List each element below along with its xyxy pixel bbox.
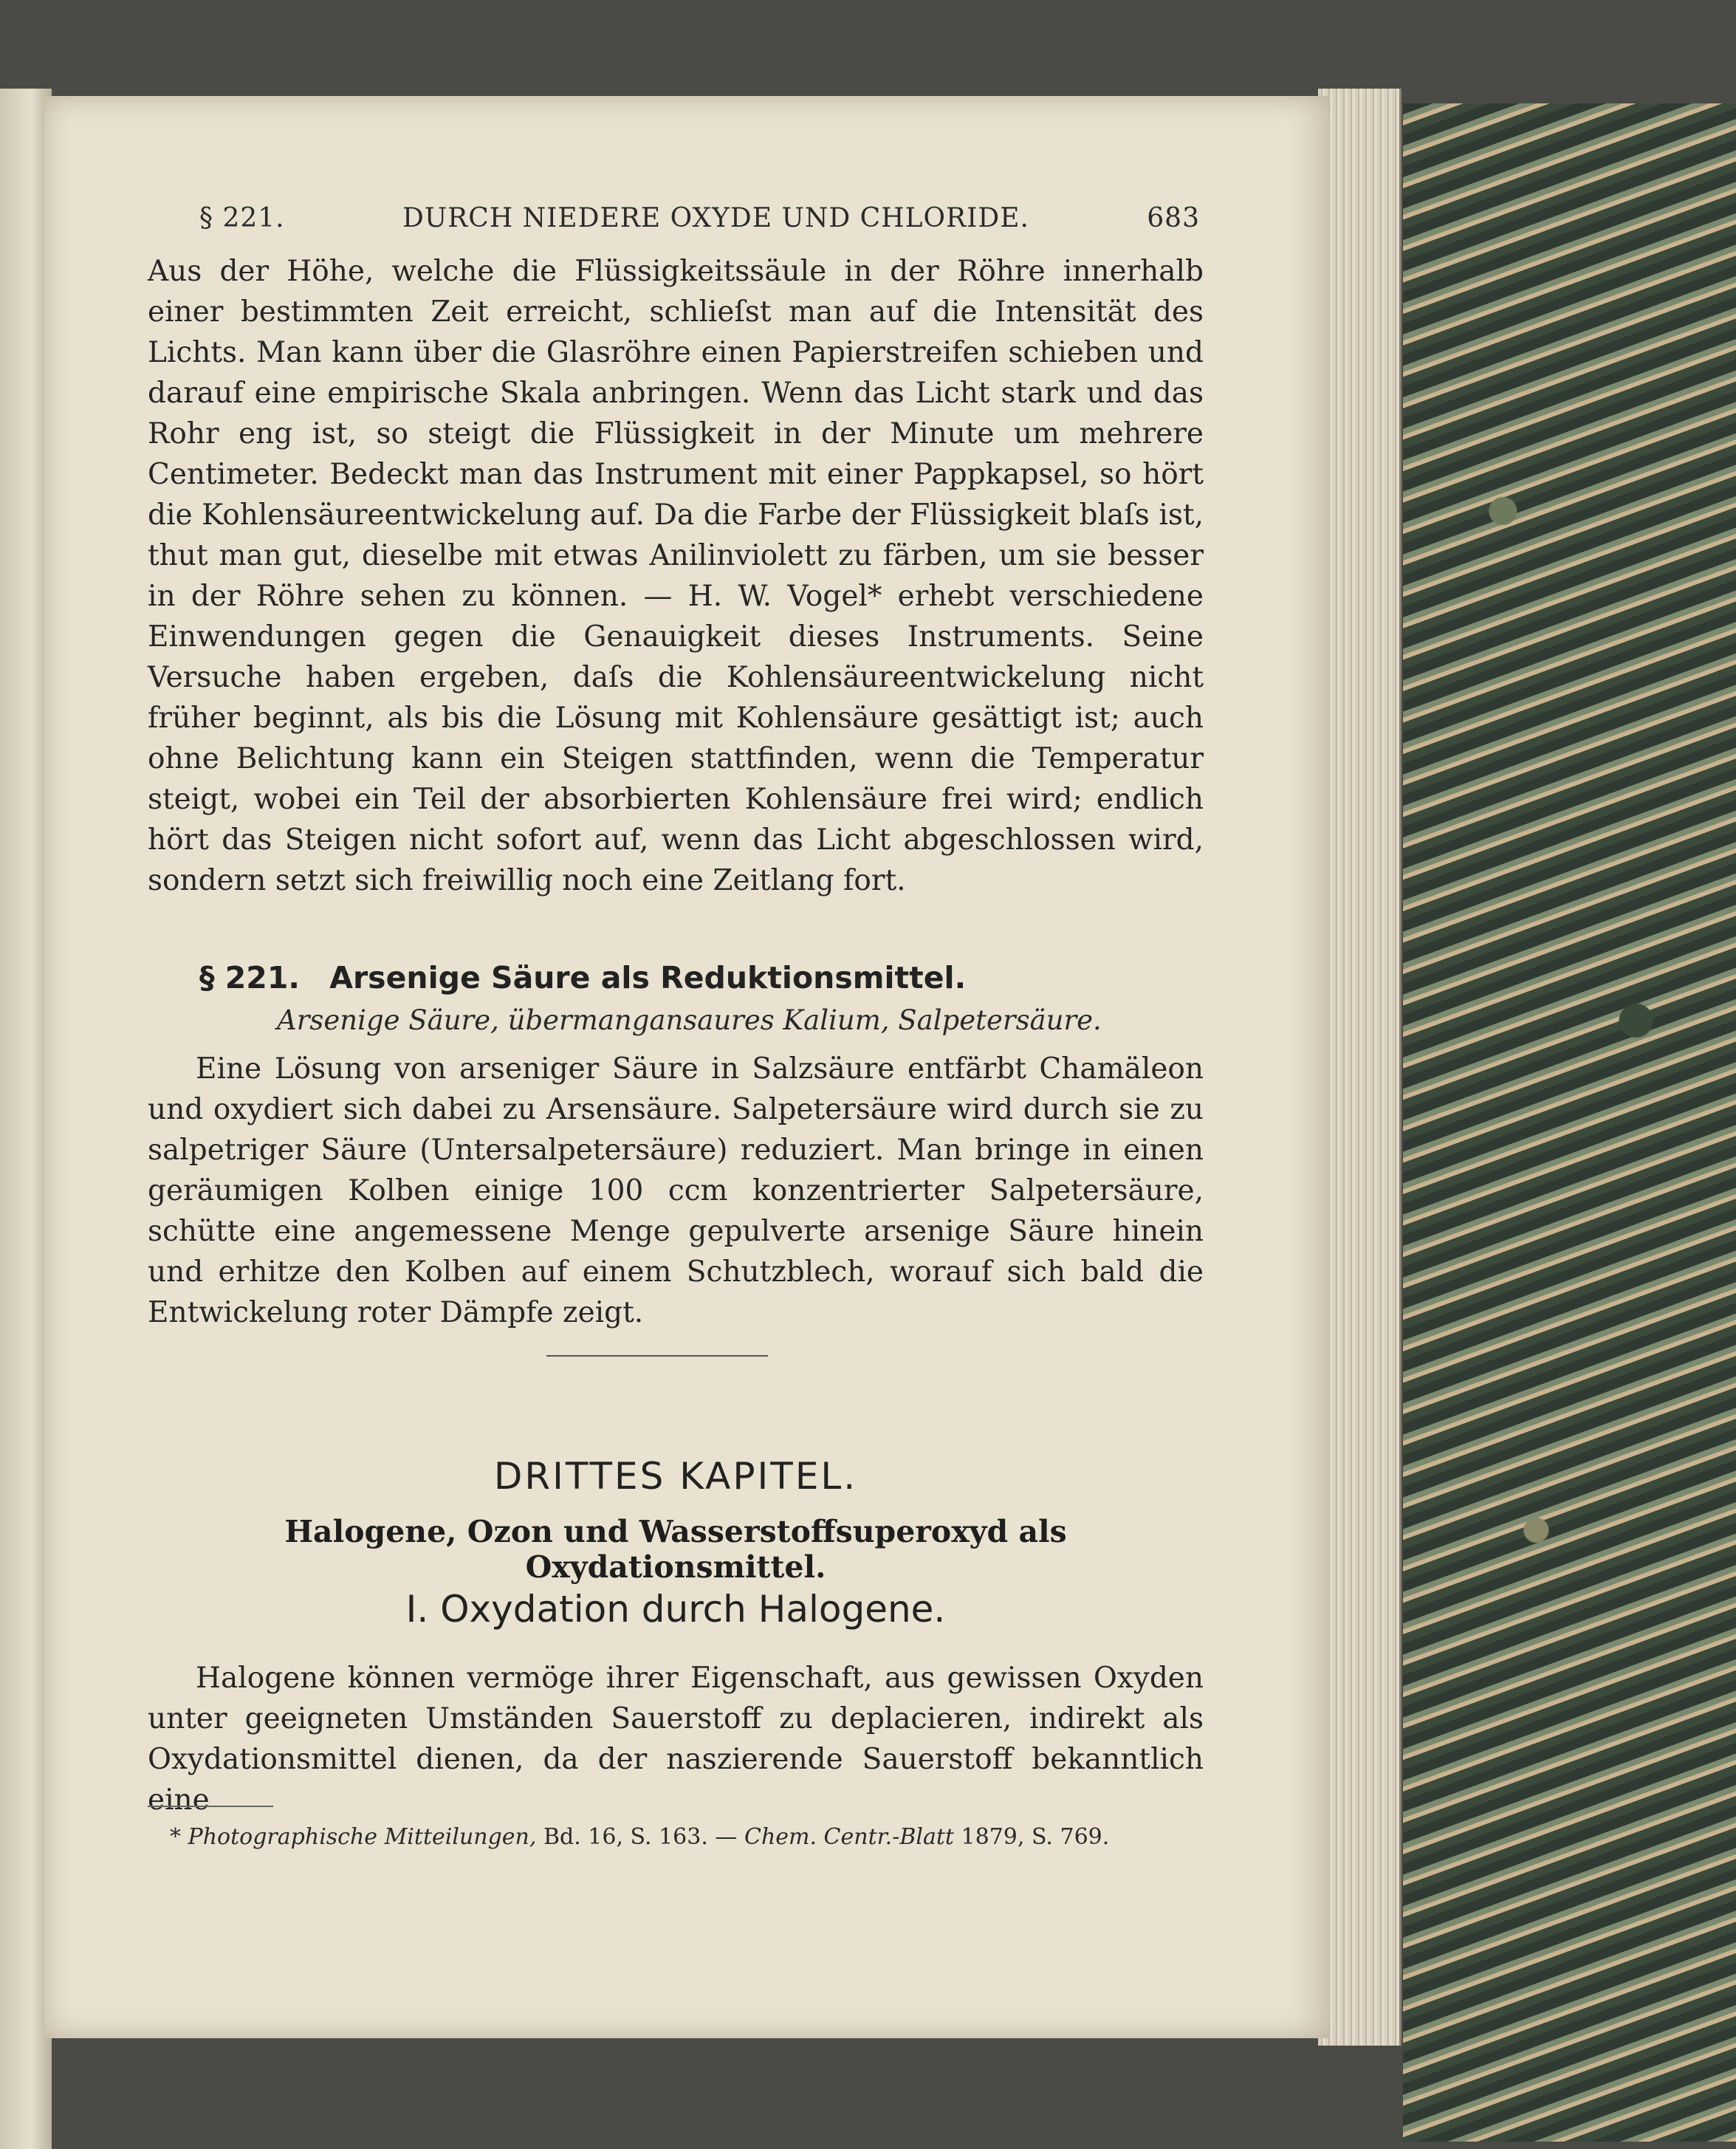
page-edges xyxy=(1318,89,1402,2046)
paragraph-arsenige-text: Eine Lösung von arseniger Säure in Salzsäure entfärbt Chamäleon und oxydiert sich dabei zu Arsensäure. Salpetersäure wird durch sie zu salpetriger Säure (Untersalpetersäure) reduziert. Man bringe in einen geräumigen Kolben einige 100 ccm konzentrierter Salpetersäure, schütte eine angemessene Menge gepulverte arsenige Säure hinein und erhitze den Kolben auf einem Schutzblech, worauf sich bald die Entwickelung roter Dämpfe zeigt. xyxy=(148,1052,1204,1329)
section-heading xyxy=(199,960,1159,995)
footnote-marker: * xyxy=(170,1824,181,1850)
paragraph-arsenige xyxy=(148,1049,1204,1333)
section-subtitle: Arsenige Säure, übermangansaures Kalium, Salpetersäure. xyxy=(277,1004,1102,1036)
paragraph-photometer: Aus der Höhe, welche die Flüssigkeitssäule in der Röhre innerhalb einer bestimmten Zeit erreicht, schlieſst man auf die Intensität des Lichts. Man kann über die Glasröhre einen Papierstreifen schieben und darauf eine empirische Skala anbringen. Wenn das Licht stark und das Rohr eng ist, so steigt die Flüssigkeit in der Minute um mehrere Centimeter. Bedeckt man das Instrument mit einer Pappkapsel, so hört die Kohlensäureentwickelung auf. Da die Farbe der Flüssigkeit blaſs ist, thut man gut, dieselbe mit etwas Anilinviolett zu färben, um sie besser in der Röhre sehen zu können. — H. W. Vogel* erhebt verschiedene Einwendungen gegen die Genauigkeit dieses Instruments. Seine Versuche haben ergeben, daſs die Kohlensäureentwickelung nicht früher beginnt, als bis die Lösung mit Kohlensäure gesättigt ist; auch ohne Belichtung kann ein Steigen stattfinden, wenn die Temperatur steigt, wobei ein Teil der absorbierten Kohlensäure frei wird; endlich hört das Steigen nicht sofort auf, wenn das Licht abgeschlossen wird, sondern setzt sich freiwillig noch eine Zeitlang fort. xyxy=(148,255,1204,897)
chapter-title: DRITTES KAPITEL. xyxy=(493,1455,858,1498)
footnote-rule xyxy=(148,1806,273,1807)
paragraph-halogene-text: Halogene können vermöge ihrer Eigenschaft, aus gewissen Oxyden unter geeigneten Umständen Sauerstoff zu deplacieren, indirekt als Oxydationsmittel dienen, da der naszierende Sauerstoff bekanntlich eine xyxy=(148,1662,1204,1817)
page-number: 683 xyxy=(1147,203,1200,233)
marbled-cover xyxy=(1403,103,1736,2142)
separator-rule xyxy=(546,1355,768,1357)
paragraph-halogene xyxy=(148,1658,1204,1820)
chapter-subtitle: Halogene, Ozon und Wasserstoffsuperoxyd als Oxydationsmittel. xyxy=(284,1514,1067,1585)
footnote xyxy=(170,1824,1218,1850)
footnote-source-2: Chem. Centr.-Blatt xyxy=(744,1824,954,1850)
header-section: § 221. xyxy=(199,203,285,233)
section-title: Arsenige Säure als Reduktionsmittel. xyxy=(329,960,967,995)
footnote-source-1: Photographische Mitteilungen, xyxy=(188,1824,537,1850)
section-number: § 221. xyxy=(199,960,300,995)
running-header xyxy=(199,203,1200,233)
footnote-ref-1: Bd. 16, S. 163. — xyxy=(543,1824,738,1850)
footnote-ref-2: 1879, S. 769. xyxy=(961,1824,1110,1850)
part-title: I. Oxydation durch Halogene. xyxy=(405,1588,946,1631)
header-title: DURCH NIEDERE OXYDE UND CHLORIDE. xyxy=(402,203,1029,233)
book-page xyxy=(44,96,1329,2038)
